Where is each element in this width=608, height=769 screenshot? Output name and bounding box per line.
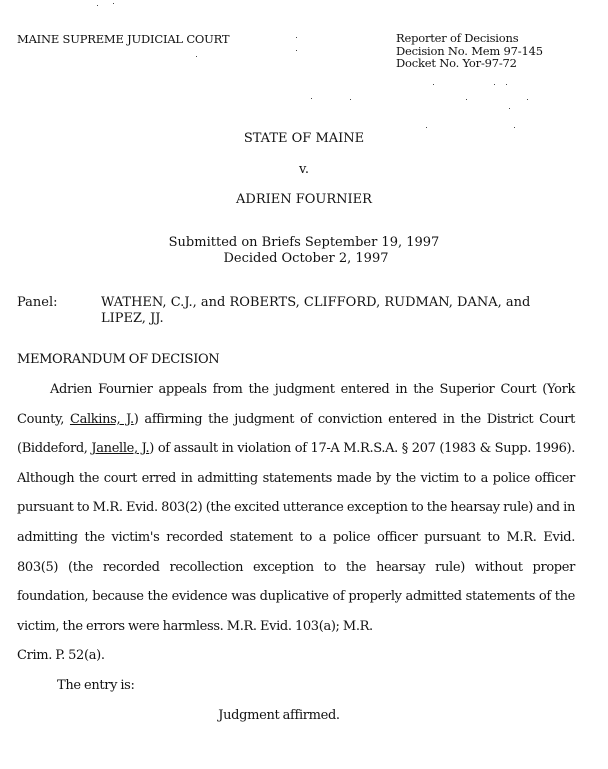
scan-speck: [527, 99, 528, 100]
scan-speck: [466, 99, 467, 100]
body-text-part-2: ) affirming the judgment of conviction entered in the District Court (Biddeford,: [17, 411, 575, 457]
memorandum-body: [17, 375, 575, 641]
case-dates: [0, 235, 608, 267]
body-text-part-3: ) of assault in violation of 17-A M.R.S.A. § 207 (1983 & Supp. 1996). Although the court erred in admitting statements made by the victim to a police officer pursuant to M.R. Evid. 803(2) (the excited utterance exception to the hearsay rule) and in admitting the victim's recorded statement to a police officer pursuant to M.R. Evid. 803(5) (the recorded recollection exception to the hearsay rule) without proper foundation, because the evidence was duplicative of properly admitted statements of the victim, the errors were harmless. M.R. Evid. 103(a); M.R.: [17, 441, 575, 634]
submitted-date: Submitted on Briefs September 19, 1997: [168, 235, 440, 250]
docket-number: Docket No. Yor-97-72: [396, 56, 517, 70]
scan-speck: [311, 98, 312, 99]
scan-speck: [113, 3, 114, 4]
citation-end: Crim. P. 52(a).: [17, 648, 105, 664]
decision-number: Decision No. Mem 97-145: [396, 43, 543, 58]
reporter-of-decisions: Reporter of Decisions: [396, 31, 519, 45]
memorandum-heading: MEMORANDUM OF DECISION: [17, 352, 220, 367]
scan-speck: [509, 108, 510, 109]
scan-speck: [296, 50, 297, 51]
district-court-judge: Janelle, J.: [91, 441, 150, 457]
scan-speck: [97, 5, 98, 6]
body-text-part-1: Adrien Fournier appeals from the judgment entered in the Superior Court (York County,: [17, 382, 575, 427]
caption-plaintiff: STATE OF MAINE: [243, 131, 365, 146]
scan-speck: [494, 84, 495, 85]
scan-speck: [296, 37, 297, 38]
court-name: MAINE SUPREME JUDICIAL COURT: [17, 32, 230, 46]
scan-speck: [426, 127, 427, 128]
panel-label: Panel:: [17, 295, 58, 310]
scan-speck: [350, 99, 351, 100]
superior-court-judge: Calkins, J.: [69, 411, 134, 427]
caption-defendant: ADRIEN FOURNIER: [236, 192, 372, 207]
decided-date: Decided October 2, 1997: [223, 251, 389, 266]
entry-label: The entry is:: [57, 677, 135, 693]
caption-versus: v.: [299, 162, 309, 177]
scan-speck: [433, 84, 434, 85]
disposition: Judgment affirmed.: [218, 707, 340, 723]
reporter-block: [396, 32, 543, 70]
memorandum-section: [17, 352, 575, 730]
scan-speck: [506, 84, 507, 85]
scan-speck: [514, 127, 515, 128]
scan-speck: [196, 56, 197, 57]
panel-judges: WATHEN, C.J., and ROBERTS, CLIFFORD, RUDMAN, DANA, and LIPEZ, JJ.: [101, 295, 531, 326]
